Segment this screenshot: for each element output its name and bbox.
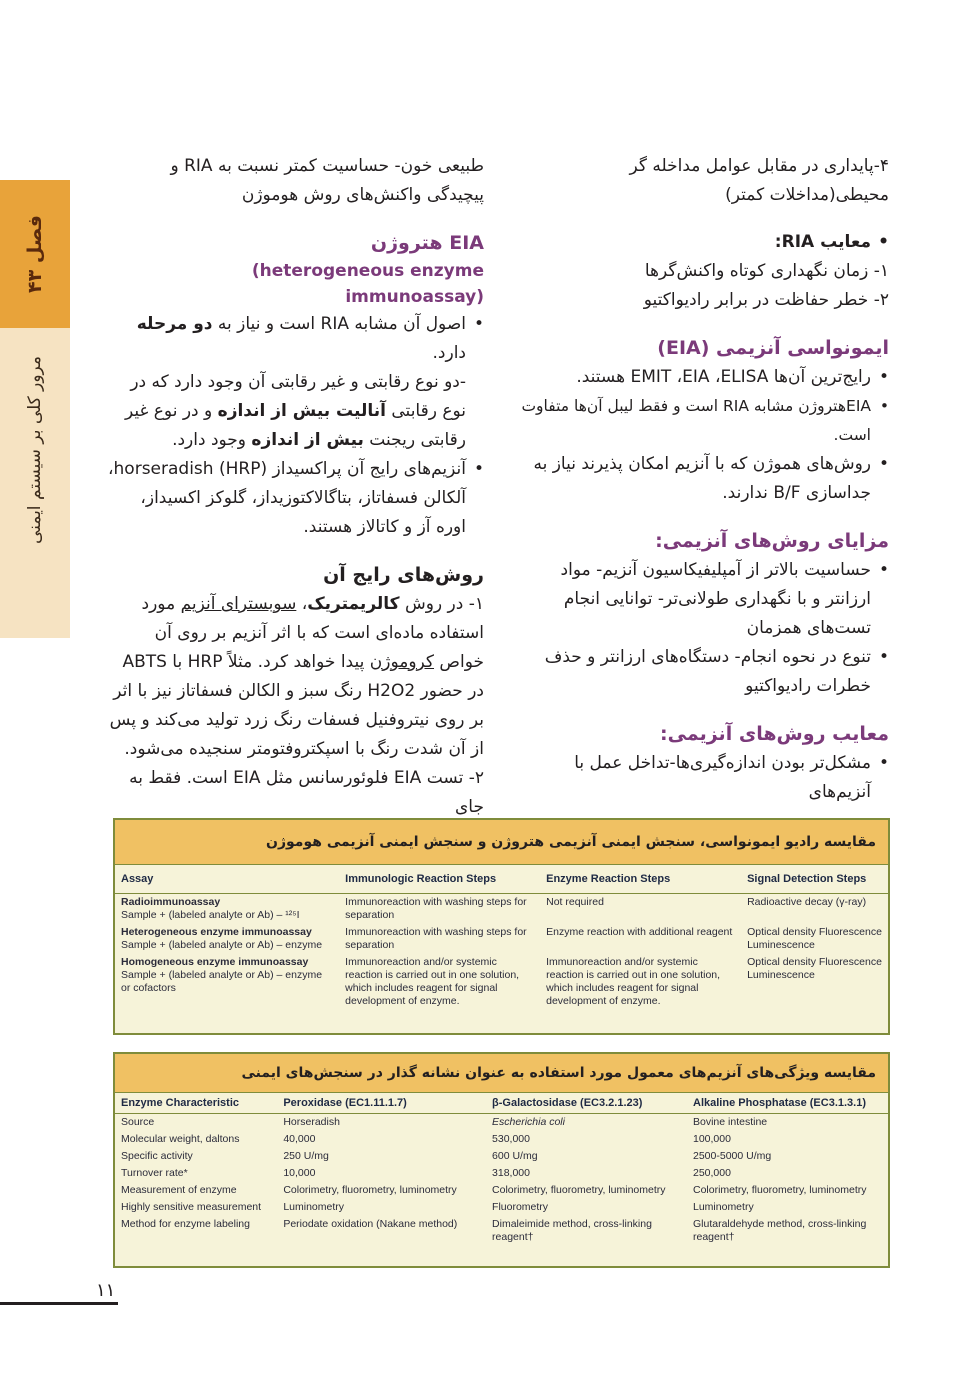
bullet-item: • آنزیم‌های رایج آن پراکسیداز (HRP) horseradish، آلکالن فسفاتاز، بتاگالاکتوزیداز، گلوکز اکسیداز، اوره آز و کاتالاز هستند. [108, 455, 484, 542]
bullet-item: • تنوع در نحوه انجام- دستگاه‌های ارزانتر و حذف خطرات رادیواکتیو [517, 643, 889, 701]
column-header: Assay [115, 865, 339, 894]
table-row: Specific activity 250 U/mg 600 U/mg 2500-5000 U/mg [121, 1150, 772, 1162]
common-methods-heading: روش‌های رایج آن [323, 564, 484, 586]
column-header: Immunologic Reaction Steps [339, 865, 540, 894]
column-header: Alkaline Phosphatase (EC3.1.3.1) [687, 1093, 888, 1114]
enzyme-characteristics-table [113, 1052, 890, 1268]
disadvantages-heading: معایب روش‌های آنزیمی: [660, 723, 889, 745]
list-item: ۲- خطر حفاظت در برابر رادیواکتیو [643, 290, 889, 310]
paragraph: ۲- تست EIA فلوئورسانس مثل EIA است. فقط به جای [129, 768, 484, 817]
bullet-item: • اصول آن مشابه RIA است و نیاز به دو مرحله دارد. -دو نوع رقابتی و غیر رقابتی آن وجود دارد که در نوع رقابتی آنالیت بیش از اندازه و در نوع غیر رقابتی ریجنت بیش از اندازه وجود دارد. [108, 310, 484, 455]
table-row: Source Horseradish Escherichia coli Bovine intestine [121, 1116, 768, 1128]
table-row: Radioimmunoassay Sample + (labeled analyte or Ab) – ¹²⁵I Immunoreaction with washing steps for separation Not required Radioactive decay (γ-ray) [121, 896, 867, 921]
column-header: Peroxidase (EC1.11.1.7) [277, 1093, 486, 1114]
ria-disadvantages-heading: • معایب RIA: [517, 228, 889, 257]
column-header: Enzyme Characteristic [115, 1093, 277, 1114]
table-row: Highly sensitive measurement Luminometry Fluorometry Luminometry [121, 1201, 754, 1213]
het-eia-heading: EIA هتروژن [370, 232, 484, 254]
table [115, 1092, 888, 1246]
column-header: β-Galactosidase (EC3.2.1.23) [486, 1093, 687, 1114]
column-header: Enzyme Reaction Steps [540, 865, 741, 894]
footer-rule [0, 1302, 118, 1305]
chapter-label: فصل ۴۳ [24, 215, 46, 293]
comparison-table-assays [113, 818, 890, 1035]
right-column [517, 152, 889, 807]
table-row: Method for enzyme labeling Periodate oxidation (Nakane method) Dimaleimide method, cross-linking reagent† Glutaraldehyde method, cross-linking reagent† [121, 1218, 867, 1243]
page-number: ۱۱ [96, 1280, 116, 1301]
column-header: Signal Detection Steps [741, 865, 888, 894]
bullet-item: • روش‌های هموژن که با آنزیم امکان پذیرند نیاز به جداسازی B/F ندارند. [517, 450, 889, 508]
bullet-item: • EIAهتروژن مشابه RIA است و فقط لیبل آن‌ها متفاوت است. [517, 392, 889, 450]
paragraph: طبیعی خون- حساسیت کمتر نسبت به RIA و پیچیدگی واکنش‌های روش هوموژن [170, 156, 484, 205]
advantages-heading: مزایای روش‌های آنزیمی: [655, 530, 889, 552]
side-margin [0, 0, 70, 1380]
bullet-item: • حساسیت بالاتر از آمپلیفیکاسیون آنزیم- مواد ارزانتر و با نگهداری طولانی‌تر- توانایی انجام تست‌های همزمان [517, 556, 889, 643]
paragraph: ۱- در روش کالریمتریک، سوبسترای آنزیم مورد استفاده ماده‌ای است که با اثر آنزیم بر روی آن خواص کروموژن پیدا خواهد کرد. مثلاً HRP با ABTS در حضور H2O2 رنگ سبز و الکالن فسفاتاز نیز با اثر بر روی نیتروفنیل فسفات رنگ زرد تولید می‌کند و پس از آن شدت رنگ با اسپکتروفتومتر سنجیده می‌شود. [109, 594, 484, 759]
table-row: Heterogeneous enzyme immunoassay Sample + (labeled analyte or Ab) – enzyme Immunoreaction with washing steps for separation Enzyme reaction with additional reagent Optical density Fluorescence Luminescence [121, 926, 882, 951]
table-row: Molecular weight, daltons 40,000 530,000 100,000 [121, 1133, 731, 1145]
bullet-item: • مشکل‌تر بودن اندازه‌گیری‌ها-تداخل عمل با آنزیم‌های [517, 749, 889, 807]
eia-heading: ایمونواسی آنزیمی (EIA) [657, 337, 889, 359]
bullet-item: • رایج‌ترین آن‌ها EMIT ،EIA ،ELISA هستند. [517, 363, 889, 392]
side-title: مرور کلی بر سیستم ایمنی [25, 355, 45, 545]
het-eia-heading-english: (heterogeneous enzyme immunoassay) [251, 261, 484, 307]
table-row: Homogeneous enzyme immunoassay Sample + (labeled analyte or Ab) – enzyme or cofactors Immunoreaction and/or systemic reaction is carried out in one solution, which includes reagent for signal development of enzyme. Immunoreaction and/or systemic reaction is carried out in one solution, which includes reagent for signal development of enzyme. Optical density Fluorescence Luminescence [121, 956, 882, 1007]
table-row: Turnover rate* 10,000 318,000 250,000 [121, 1167, 731, 1179]
table-caption: مقایسه ویژگی‌های آنزیم‌های معمول مورد استفاده به عنوان نشانه گذار در سنجش‌های ایمنی [115, 1054, 888, 1092]
left-column [108, 152, 484, 822]
table-caption: مقایسه رادیو ایمونواسی، سنجش ایمنی آنزیمی هتروژن و سنجش ایمنی آنزیمی هوموژن [115, 820, 888, 864]
table-row: Measurement of enzyme Colorimetry, fluorometry, luminometry Colorimetry, fluorometry, luminometry Colorimetry, fluorometry, luminometry [121, 1184, 867, 1196]
paragraph: ۴-پایداری در مقابل عوامل مداخله گر محیطی(مداخلات کمتر) [629, 156, 889, 205]
table [115, 864, 888, 1010]
list-item: ۱- زمان نگهداری کوتاه واکنش‌گرها [644, 261, 889, 281]
